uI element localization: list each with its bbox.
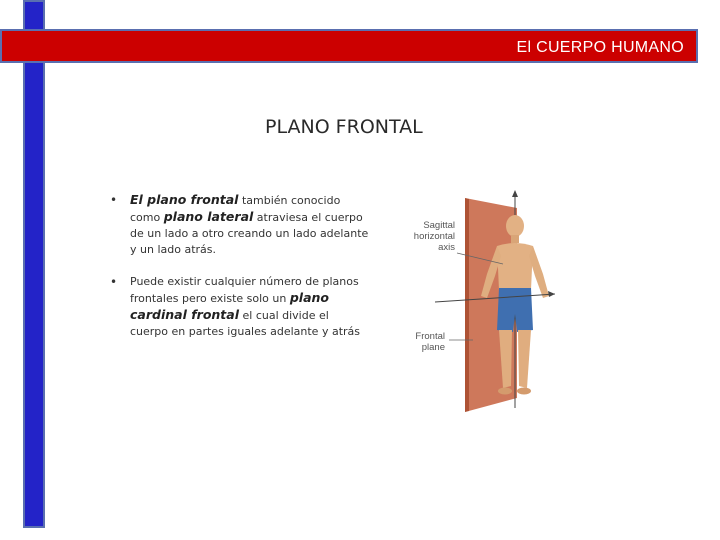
label-line: Frontal [415,331,445,342]
bullet-marker: • [110,275,118,289]
bullet-marker: • [110,193,118,207]
bullet-text: el cual divide el cuerpo en partes iguales adelante y atrás [130,309,361,338]
bullet-list [110,192,370,340]
header-bar [0,29,698,63]
bullet-text: Puede existir cualquier número de planos frontales pero existe solo un [130,275,359,305]
bullet-item [110,274,370,340]
label-line: Sagittal [423,220,455,231]
bullet-bold-text: plano lateral [163,209,254,224]
bullet-item [110,192,370,258]
bullet-text: atraviesa el cuerpo de un lado a otro creando un lado adelante y un lado atrás. [130,211,369,256]
frontal-plane-label [395,331,445,353]
bullet-bold-text: plano cardinal frontal [130,290,330,322]
sagittal-axis-label [395,220,455,253]
left-accent-bar [23,0,45,528]
label-line: plane [421,342,445,353]
label-line: axis [438,242,455,253]
bullet-text: también conocido como [130,194,341,224]
header-title: El CUERPO HUMANO [516,39,684,56]
slide-title: PLANO FRONTAL [265,116,423,138]
label-line: horizontal [413,231,455,242]
bullet-bold-text: El plano frontal [130,192,239,207]
frontal-plane-figure [405,190,555,415]
